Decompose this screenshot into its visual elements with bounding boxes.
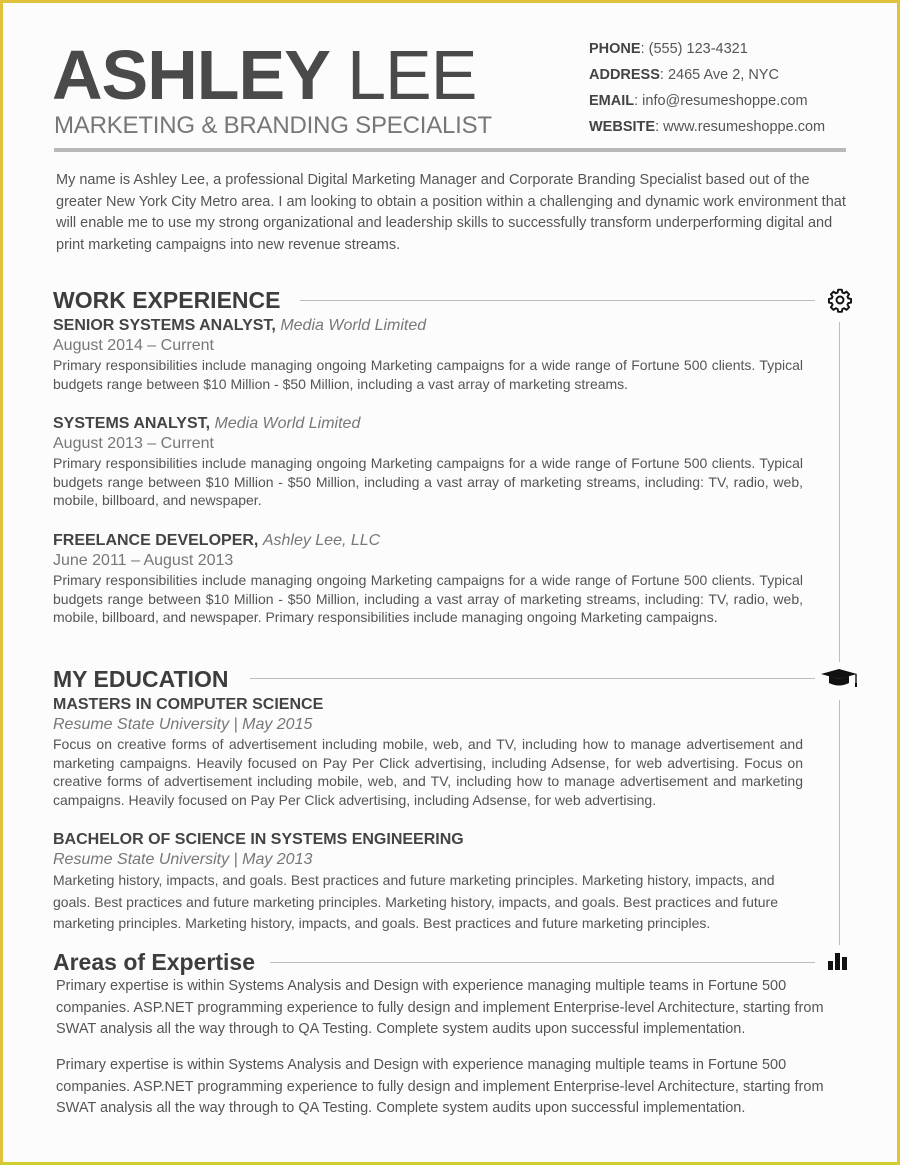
expertise-heading: Areas of Expertise (53, 948, 267, 976)
contact-website: WEBSITE: www.resumeshoppe.com (589, 119, 826, 135)
header-divider (54, 148, 846, 152)
entry-description: Primary responsibilities include managing ongoing Marketing campaigns for a wide range of Fortune 500 clients. Typical budgets range between $10 Million - $50 Million, including a vast array of marketing streams. (53, 357, 803, 392)
entry-role: SYSTEMS ANALYST (53, 415, 206, 432)
entry-school: Resume State University | May 2015 (53, 716, 313, 733)
expertise-paragraph: Primary expertise is within Systems Analysis and Design with experience managing multiple teams in Fortune 500 companies. ASP.NET programming experience to fully design and implement Enterprise-level Architecture, starting from SWAT analysis all the way through to QA Testing. Complete system audits upon successful implementation. (56, 978, 824, 1037)
entry-description: Marketing history, impacts, and goals. Best practices and future marketing principles. Marketing history, impacts, and goals. Best practices and future marketing principles. Marketing history, impacts, and goals. Best practices and future marketing principles. Marketing history, impacts, and goals. Best practices and future marketing principles. (53, 872, 778, 931)
contact-value: 2465 Ave 2, NYC (667, 67, 779, 83)
candidate-name (52, 36, 476, 114)
contact-email: EMAIL: info@resumeshoppe.com (589, 93, 808, 109)
contact-label: WEBSITE (589, 119, 656, 135)
education-entry (53, 695, 803, 809)
work-entry (53, 531, 803, 627)
entry-degree: MASTERS IN COMPUTER SCIENCE (53, 696, 324, 713)
entry-school: Resume State University | May 2013 (53, 851, 313, 868)
entry-description: Primary responsibilities include managing ongoing Marketing campaigns for a wide range of Fortune 500 clients. Typical budgets range between $10 Million - $50 Million, including a vast array of marketing streams, including: TV, radio, web, mobile, billboard, and newspaper. (53, 455, 803, 508)
expertise-paragraph: Primary expertise is within Systems Analysis and Design with experience managing multiple teams in Fortune 500 companies. ASP.NET programming experience to fully design and implement Enterprise-level Architecture, starting from SWAT analysis all the way through to QA Testing. Complete system audits upon successful implementation. (56, 1057, 824, 1116)
timeline-line (839, 700, 840, 945)
contact-block (589, 38, 825, 142)
contact-label: PHONE (589, 41, 641, 57)
contact-value[interactable]: info@resumeshoppe.com (642, 93, 808, 109)
entry-dates: August 2014 – Current (53, 337, 214, 354)
entry-role-line: SYSTEMS ANALYST, Media World Limited (53, 415, 361, 432)
entry-dates: June 2011 – August 2013 (53, 552, 234, 569)
section-rule (250, 678, 815, 679)
entry-dates: August 2013 – Current (53, 435, 214, 452)
summary-paragraph: My name is Ashley Lee, a professional Digital Marketing Manager and Corporate Branding Specialist based out of the greater New York City Metro area. I am looking to obtain a position within a challenging and dynamic work environment that will enable me to use my strong organizational and leadership skills to successfully transform underperforming digital and print marketing campaigns into new revenue streams. (56, 172, 846, 253)
contact-label: ADDRESS (589, 67, 660, 83)
first-name: ASHLEY (52, 36, 329, 114)
entry-description: Focus on creative forms of advertisement including mobile, web, and TV, including how to manage advertisement and marketing campaigns. Heavily focused on Pay Per Click advertising, including Adsense, for web advertising. Focus on creative forms of advertisement including mobile, web, and TV, including how to manage advertisement and marketing campaigns. Heavily focused on Pay Per Click advertising, including Adsense, for web advertising. (53, 736, 803, 808)
entry-role: SENIOR SYSTEMS ANALYST (53, 317, 272, 334)
entry-org: Ashley Lee, LLC (262, 532, 381, 549)
work-experience-heading: WORK EXPERIENCE (53, 286, 292, 314)
timeline-line (839, 322, 840, 662)
entry-degree: BACHELOR OF SCIENCE IN SYSTEMS ENGINEERING (53, 831, 464, 848)
bar-chart-icon (828, 951, 850, 976)
entry-role-line: FREELANCE DEVELOPER, Ashley Lee, LLC (53, 532, 381, 549)
education-entry (53, 830, 803, 935)
contact-phone: PHONE: (555) 123-4321 (589, 41, 748, 57)
contact-address: ADDRESS: 2465 Ave 2, NYC (589, 67, 779, 83)
graduation-cap-icon (820, 668, 860, 695)
section-rule (270, 962, 815, 963)
job-title: MARKETING & BRANDING SPECIALIST (54, 112, 492, 139)
entry-org: Media World Limited (280, 317, 427, 334)
entry-description: Primary responsibilities include managing ongoing Marketing campaigns for a wide range of Fortune 500 clients. Typical budgets range between $10 Million - $50 Million, including a vast array of marketing streams, including: TV, radio, web, mobile, billboard, and newspaper. Primary responsibilities include managing ongoing Marketing campaigns. (53, 572, 803, 625)
last-name: LEE (347, 36, 477, 114)
gear-icon (827, 287, 853, 318)
work-entry (53, 414, 803, 510)
contact-value: (555) 123-4321 (648, 41, 748, 57)
entry-org: Media World Limited (214, 415, 361, 432)
contact-label: EMAIL (589, 93, 635, 109)
education-heading: MY EDUCATION (53, 665, 241, 693)
entry-role-line: SENIOR SYSTEMS ANALYST, Media World Limited (53, 317, 427, 334)
contact-value[interactable]: www.resumeshoppe.com (663, 119, 826, 135)
work-entry (53, 316, 803, 393)
section-rule (300, 300, 815, 301)
entry-role: FREELANCE DEVELOPER (53, 532, 254, 549)
